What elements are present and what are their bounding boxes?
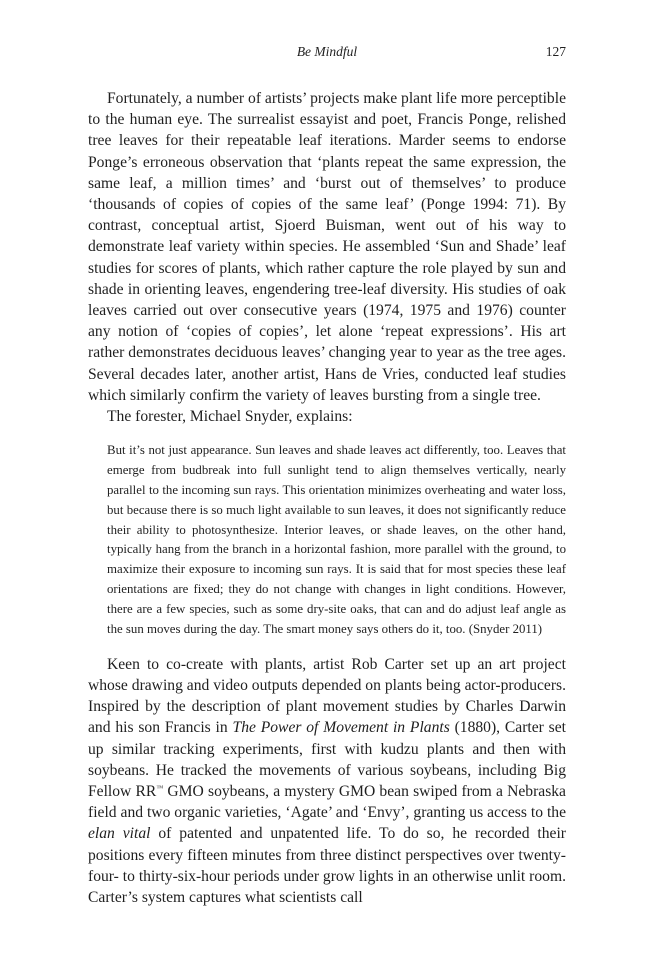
- text-run: (1880), Carter set up similar tracking experiments, first with kudzu plants and then with soybeans. He tracked the movements of various soybeans, including Big Fellow RR: [88, 719, 566, 800]
- italic-term: elan vital: [88, 825, 151, 843]
- trademark-symbol: ™: [156, 783, 164, 792]
- paragraph-rob-carter: [88, 654, 566, 908]
- running-head: [88, 44, 566, 68]
- block-quote-snyder: But it’s not just appearance. Sun leaves and shade leaves act differently, too. Leaves that emerge from budbreak into full sunlight tend to align themselves vertically, nearly parallel to the incoming sun rays. This orientation minimizes overheating and water loss, but because there is so much light available to sun leaves, it does not significantly reduce their ability to photosynthesize. Interior leaves, or shade leaves, on the other hand, typically hang from the branch in a horizontal fashion, more parallel with the ground, to maximize their exposure to incoming sun rays. It is said that for most species these leaf orientations are fixed; they do not change with changes in light conditions. However, there are a few species, such as some dry-site oaks, that can and do adjust leaf angle as the sun moves during the day. The smart money says others do it, too. (Snyder 2011): [107, 443, 566, 636]
- text-run: of patented and unpatented life. To do so, he recorded their positions every fifteen minutes from three distinct perspectives over twenty-four- to thirty-six-hour periods under grow lights in an otherwise unlit room. Carter’s system captures what scientists call: [88, 825, 566, 906]
- paragraph-artists: Fortunately, a number of artists’ projects make plant life more perceptible to the human eye. The surrealist essayist and poet, Francis Ponge, relished tree leaves for their repeatable leaf iterations. Marder seems to endorse Ponge’s erroneous observation that ‘plants repeat the same expression, the same leaf, a million times’ and ‘burst out of themselves’ to produce ‘thousands of copies of copies of the same leaf’ (Ponge 1994: 71). By contrast, conceptual artist, Sjoerd Buisman, went out of his way to demonstrate leaf variety within species. He assembled ‘Sun and Shade’ leaf studies for scores of plants, which rather capture the role played by sun and shade in orienting leaves, engendering tree-leaf diversity. His studies of oak leaves carried out over consecutive years (1974, 1975 and 1976) counter any notion of ‘copies of copies’, let alone ‘repeat expressions’. His art rather demonstrates deciduous leaves’ changing year to year as the tree ages. Several decades later, another artist, Hans de Vries, conducted leaf studies which similarly confirm the variety of leaves bursting from a single tree.: [88, 90, 566, 404]
- page-body: [88, 88, 566, 908]
- running-title: Be Mindful: [296, 44, 358, 59]
- text-run: Keen to co-create with plants, artist Rob Carter set up an art project whose drawing and video outputs depended on plants being actor-producers. Inspired by the description of plant movement studies by Charles Darwin and his son Francis in: [88, 655, 566, 737]
- text-run: GMO soybeans, a mystery GMO bean swiped from a Nebraska field and two organic varieties, ‘Agate’ and ‘Envy’, granting us access to the: [88, 782, 566, 822]
- book-title: The Power of Movement in Plants: [232, 719, 450, 737]
- page-number: 127: [545, 44, 566, 59]
- paragraph-forester-intro: The forester, Michael Snyder, explains:: [107, 408, 353, 426]
